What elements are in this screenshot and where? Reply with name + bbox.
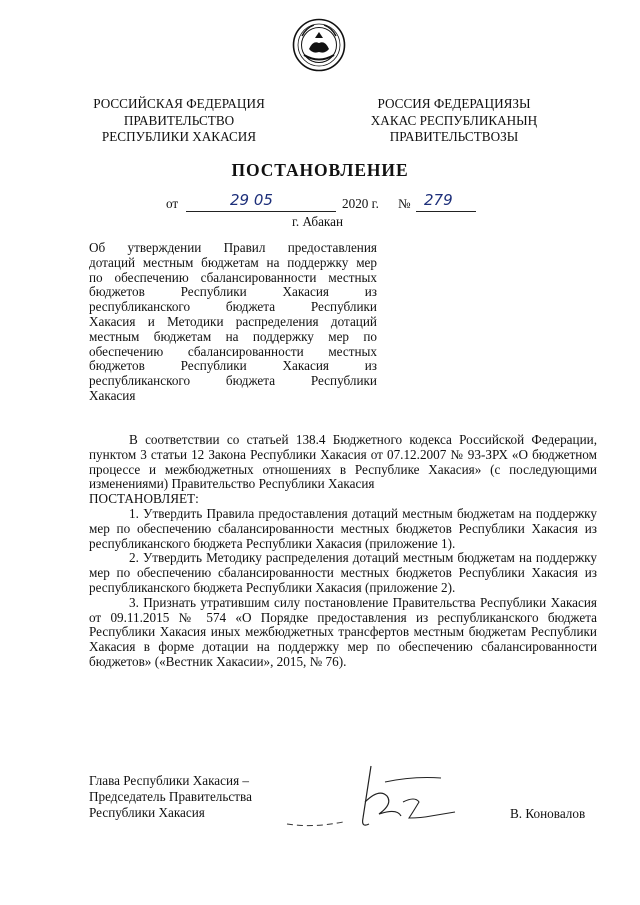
subject-line: местным бюджетам на поддержку мер по xyxy=(89,328,377,344)
subject-line: дотаций местным бюджетам на поддержку мер xyxy=(89,254,377,270)
signatory-line: Республики Хакасия xyxy=(89,805,205,820)
header-right-line-2: ХАКАС РЕСПУБЛИКАНЫҢ xyxy=(370,112,538,128)
date-year: 2020 г. xyxy=(342,196,379,211)
number-label: № xyxy=(398,196,411,211)
subject-line: по обеспечению сбалансированности местных xyxy=(89,269,377,285)
signatory-line: Глава Республики Хакасия – xyxy=(89,773,250,788)
document-title: ПОСТАНОВЛЕНИЕ xyxy=(231,160,409,180)
resolution-body xyxy=(89,433,597,670)
header-left xyxy=(85,96,273,146)
subject-line: Об утверждении Правил предоставления xyxy=(89,240,377,255)
header-left-line-1: РОССИЙСКАЯ ФЕДЕРАЦИЯ xyxy=(93,96,265,111)
subject-line: Хакасия xyxy=(89,387,136,403)
signatory-line: Председатель Правительства xyxy=(89,789,252,804)
handwritten-signature xyxy=(283,762,463,842)
date-from-label: от xyxy=(166,196,179,211)
coat-of-arms-emblem xyxy=(292,18,346,72)
number-handwritten: 279 xyxy=(424,191,453,209)
header-right-line-1: РОССИЯ ФЕДЕРАЦИЯЗЫ xyxy=(377,96,531,111)
city: г. Абакан xyxy=(292,214,344,229)
item-paragraph: 1. Утвердить Правила предоставления дотаций местным бюджетам на поддержку мер по обеспечению сбалансированности местных бюджетов Республики Хакасия из республиканского бюджета Республики Хакасия (приложение 1). xyxy=(89,505,597,551)
header-left-line-3: РЕСПУБЛИКИ ХАКАСИЯ xyxy=(101,129,257,144)
subject-block xyxy=(89,241,377,404)
signatory-name: В. Коновалов xyxy=(510,806,586,821)
subject-line: Хакасия и Методики распределения дотаций xyxy=(89,313,377,329)
header-right xyxy=(356,96,552,146)
signatory-position xyxy=(89,773,252,821)
subject-line: республиканского бюджета Республики xyxy=(89,299,377,315)
item-paragraph: 2. Утвердить Методику распределения дотаций местным бюджетам на поддержку мер по обеспечению сбалансированности местных бюджетов Республики Хакасия из республиканского бюджета Республики Хакасия (приложение 2). xyxy=(89,550,597,595)
date-handwritten: 29 05 xyxy=(230,191,273,209)
header-right-line-3: ПРАВИТЕЛЬСТВОЗЫ xyxy=(389,129,519,144)
subject-line: республиканского бюджета Республики xyxy=(89,373,377,389)
subject-line: обеспечению сбалансированности местных xyxy=(89,343,377,359)
subject-line: бюджетов Республики Хакасия из xyxy=(89,284,377,300)
item-paragraph: 3. Признать утратившим силу постановление Правительства Республики Хакасия от 09.11.2015 № 574 «О Порядке предоставления из республиканского бюджета Республики Хакасия иных межбюджетных трансфертов местным бюджетам Республики Хакасия в форме дотации на поддержку мер по обеспечению сбалансированности бюджетов» («Вестник Хакасии», 2015, № 76). xyxy=(89,594,597,669)
resolves-word: ПОСТАНОВЛЯЕТ: xyxy=(89,491,199,507)
header-left-line-2: ПРАВИТЕЛЬСТВО xyxy=(123,112,235,128)
subject-line: бюджетов Республики Хакасия из xyxy=(89,358,377,374)
preamble-paragraph: В соответствии со статьей 138.4 Бюджетного кодекса Российской Федерации, пунктом 3 статьи 12 Закона Республики Хакасия от 07.12.2007 № 93-ЗРХ «О бюджетном процессе и межбюджетных отношениях в Республике Хакасия» (с последующими изменениями) Правительство Республики Хакасия xyxy=(89,432,597,492)
